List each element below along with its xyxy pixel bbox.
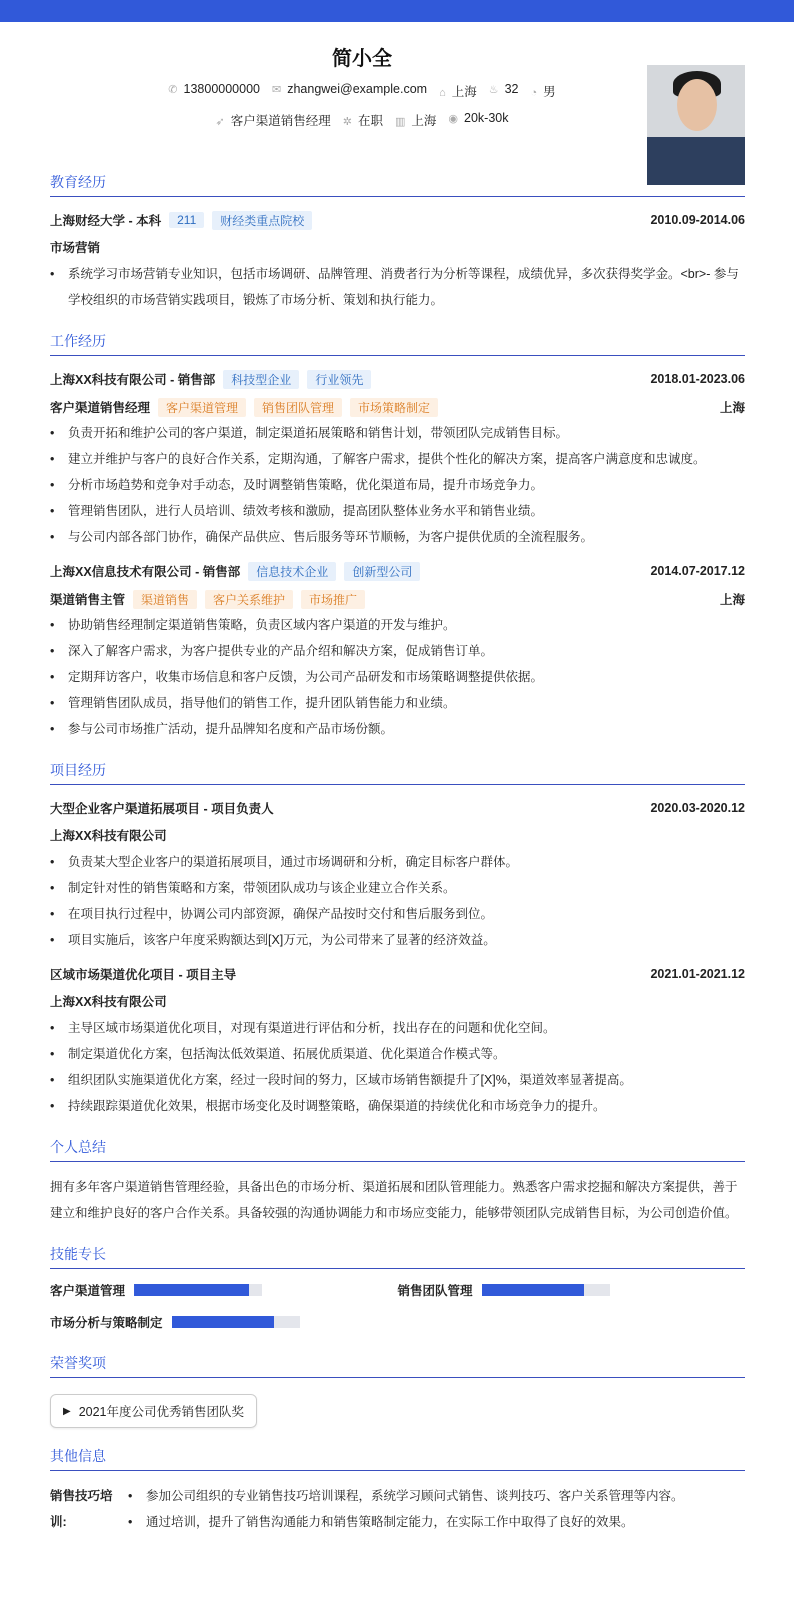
list-item: • 管理销售团队，进行人员培训、绩效考核和激励，提高团队整体业务水平和销售业绩。 — [50, 498, 745, 524]
project-name: 大型企业客户渠道拓展项目 - 项目负责人 — [50, 802, 274, 816]
company: 上海XX科技有限公司 - 销售部 — [50, 373, 216, 387]
section-title: 技能专长 — [50, 1244, 745, 1269]
list-item: • 制定渠道优化方案，包括淘汰低效渠道、拓展优质渠道、优化渠道合作模式等。 — [50, 1041, 745, 1067]
tag: 财经类重点院校 — [212, 211, 312, 230]
role: 客户渠道销售经理 — [50, 401, 151, 415]
location: 上海 — [451, 85, 477, 99]
list-item: • 协助销售经理制定渠道销售策略，负责区域内客户渠道的开发与维护。 — [50, 612, 745, 638]
salary-icon: ◉ — [448, 113, 458, 125]
work-section — [50, 331, 745, 742]
section-title: 个人总结 — [50, 1137, 745, 1162]
list-item: • 持续跟踪渠道优化效果，根据市场变化及时调整策略，确保渠道的持续优化和市场竞争力的提升。 — [50, 1093, 745, 1119]
date: 2020.03-2020.12 — [650, 801, 745, 815]
skill-bar-fill — [134, 1284, 249, 1296]
list-item: • 管理销售团队成员，指导他们的销售工作，提升团队销售能力和业绩。 — [50, 690, 745, 716]
candidate-name: 简小全 — [332, 48, 392, 70]
list-item: • 参加公司组织的专业销售技巧培训课程，系统学习顾问式销售、谈判技巧、客户关系管理等内容。 — [128, 1483, 745, 1509]
job-entry — [50, 368, 745, 550]
skills-section — [50, 1244, 745, 1331]
list-item: • 项目实施后，该客户年度采购额达到[X]万元，为公司带来了显著的经济效益。 — [50, 927, 745, 953]
project-section — [50, 760, 745, 1119]
status-icon: ✲ — [342, 116, 352, 128]
school: 上海财经大学 - 本科 — [50, 214, 162, 228]
list-item: • 主导区域市场渠道优化项目，对现有渠道进行评估和分析，找出存在的问题和优化空间。 — [50, 1015, 745, 1041]
project-company: 上海XX科技有限公司 — [50, 829, 167, 843]
tag: 行业领先 — [307, 370, 371, 389]
list-item: • 分析市场趋势和竞争对手动态，及时调整销售策略，优化渠道布局，提升市场竞争力。 — [50, 472, 745, 498]
list-item: • 深入了解客户需求，为客户提供专业的产品介绍和解决方案，促成销售订单。 — [50, 638, 745, 664]
skill-name: 市场分析与策略制定 — [50, 1316, 163, 1330]
caret-right-icon: ▶ — [63, 1405, 71, 1417]
role: 渠道销售主管 — [50, 593, 126, 607]
building-icon: ▥ — [394, 116, 406, 128]
skill-tag: 渠道销售 — [133, 590, 197, 609]
section-title: 工作经历 — [50, 331, 745, 356]
list-item: • 负责某大型企业客户的渠道拓展项目，通过市场调研和分析，确定目标客户群体。 — [50, 849, 745, 875]
job-status: 在职 — [357, 114, 383, 128]
skill-item — [50, 1313, 398, 1331]
city: 上海 — [719, 401, 745, 415]
award-item[interactable] — [50, 1394, 257, 1428]
section-title: 荣誉奖项 — [50, 1353, 745, 1378]
job-entry — [50, 560, 745, 742]
salary: 20k-30k — [464, 111, 509, 125]
list-item: • 通过培训，提升了销售沟通能力和销售策略制定能力，在实际工作中取得了良好的效果。 — [128, 1509, 745, 1535]
section-title: 教育经历 — [50, 172, 745, 197]
skill-tag: 销售团队管理 — [254, 398, 342, 417]
gender-icon: ◔ — [530, 87, 538, 99]
section-title: 项目经历 — [50, 760, 745, 785]
list-item: • 建立并维护与客户的良好合作关系，定期沟通，了解客户需求，提供个性化的解决方案，提高客户满意度和忠诚度。 — [50, 446, 745, 472]
honors-section — [50, 1353, 745, 1428]
target-position: 客户渠道销售经理 — [230, 114, 331, 128]
list-item: • 定期拜访客户，收集市场信息和客户反馈，为公司产品研发和市场策略调整提供依据。 — [50, 664, 745, 690]
list-item: • 组织团队实施渠道优化方案，经过一段时间的努力，区域市场销售额提升了[X]%，渠道效率显著提高。 — [50, 1067, 745, 1093]
header — [0, 22, 794, 172]
tag: 211 — [169, 212, 204, 228]
age: 32 — [504, 82, 519, 96]
other-label: 销售技巧培训: — [50, 1489, 113, 1529]
list-item: • 与公司内部各部门协作，确保产品供应、售后服务等环节顺畅，为客户提供优质的全流程服务。 — [50, 524, 745, 550]
job-intent — [0, 111, 724, 129]
avatar-photo — [647, 65, 745, 185]
skill-item — [50, 1281, 398, 1299]
skill-bar — [172, 1316, 300, 1328]
skill-tag: 客户关系维护 — [205, 590, 293, 609]
skill-tag: 市场策略制定 — [350, 398, 438, 417]
skill-bar — [482, 1284, 610, 1296]
list-item: • 在项目执行过程中，协调公司内部资源，确保产品按时交付和售后服务到位。 — [50, 901, 745, 927]
top-banner — [0, 0, 794, 22]
phone-icon: ✆ — [168, 84, 178, 96]
skill-name: 客户渠道管理 — [50, 1284, 126, 1298]
skill-bar-fill — [482, 1284, 584, 1296]
project-entry — [50, 963, 745, 1119]
target-city: 上海 — [411, 114, 437, 128]
send-icon: ➶ — [215, 116, 225, 128]
list-item: • 制定针对性的销售策略和方案，带领团队成功与该企业建立合作关系。 — [50, 875, 745, 901]
date: 2014.07-2017.12 — [650, 564, 745, 578]
email: zhangwei@example.com — [287, 82, 428, 96]
other-section — [50, 1446, 745, 1535]
company: 上海XX信息技术有限公司 - 销售部 — [50, 565, 241, 579]
phone: 13800000000 — [183, 82, 260, 96]
major: 市场营销 — [50, 241, 101, 255]
project-name: 区域市场渠道优化项目 - 项目主导 — [50, 968, 237, 982]
summary-text: 拥有多年客户渠道销售管理经验，具备出色的市场分析、渠道拓展和团队管理能力。熟悉客户需求挖掘和解决方案提供，善于建立和维护良好的客户合作关系。具备较强的沟通协调能力和市场应变能力，能够带领团队完成销售目标，为公司创造价值。 — [50, 1180, 738, 1220]
skill-bar — [134, 1284, 262, 1296]
tag: 科技型企业 — [223, 370, 299, 389]
skill-tag: 客户渠道管理 — [158, 398, 246, 417]
list-item: • 参与公司市场推广活动，提升品牌知名度和产品市场份额。 — [50, 716, 745, 742]
list-item: • 负责开拓和维护公司的客户渠道，制定渠道拓展策略和销售计划，带领团队完成销售目标。 — [50, 420, 745, 446]
date: 2018.01-2023.06 — [650, 372, 745, 386]
cake-icon: ♨ — [488, 84, 499, 96]
skill-bar-fill — [172, 1316, 274, 1328]
project-entry — [50, 797, 745, 953]
skill-item — [398, 1281, 746, 1299]
date: 2010.09-2014.06 — [650, 213, 745, 227]
skill-name: 销售团队管理 — [397, 1284, 473, 1298]
home-icon: ⌂ — [439, 87, 446, 99]
tag: 信息技术企业 — [248, 562, 336, 581]
city: 上海 — [719, 593, 745, 607]
gender: 男 — [543, 85, 556, 99]
list-item: • 系统学习市场营销专业知识，包括市场调研、品牌管理、消费者行为分析等课程，成绩优异，多次获得奖学金。<br>- 参与学校组织的市场营销实践项目，锻炼了市场分析、策划和执行能力。 — [50, 261, 745, 313]
skill-tag: 市场推广 — [301, 590, 365, 609]
project-company: 上海XX科技有限公司 — [50, 995, 167, 1009]
date: 2021.01-2021.12 — [650, 967, 745, 981]
tag: 创新型公司 — [344, 562, 420, 581]
mail-icon: ✉ — [272, 84, 282, 96]
contact-info — [0, 82, 724, 100]
section-title: 其他信息 — [50, 1446, 745, 1471]
education-section — [50, 172, 745, 313]
award-name: 2021年度公司优秀销售团队奖 — [78, 1405, 245, 1419]
summary-section — [50, 1137, 745, 1226]
